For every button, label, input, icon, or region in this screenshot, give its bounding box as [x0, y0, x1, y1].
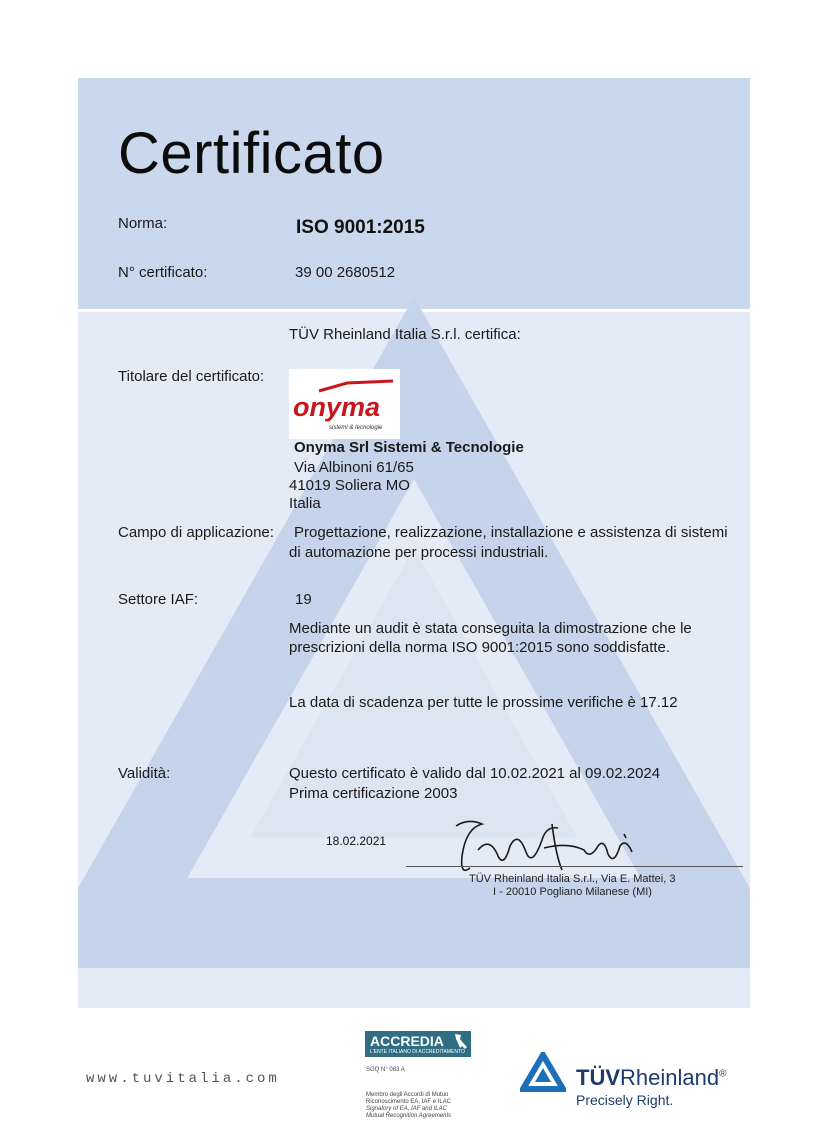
accredia-note-1: Membro degli Accordi di Mutuo — [366, 1092, 449, 1098]
issuer-statement: TÜV Rheinland Italia S.r.l. certifica: — [289, 326, 521, 343]
signatory-address-line-1: TÜV Rheinland Italia S.r.l., Via E. Mattei, 3 — [469, 873, 676, 885]
audit-statement-line-2: prescrizioni della norma ISO 9001:2015 sono soddisfatte. — [289, 639, 671, 656]
tuv-brand-rest: Rheinland — [620, 1065, 720, 1090]
website-url: www.tuvitalia.com — [86, 1071, 280, 1087]
holder-address-country: Italia — [289, 495, 321, 512]
first-certification: Prima certificazione 2003 — [289, 785, 458, 802]
accredia-subtitle: L'ENTE ITALIANO DI ACCREDITAMENTO — [370, 1049, 465, 1055]
signature-line — [406, 866, 743, 867]
accredia-note-3: Signatory of EA, IAF and ILAC — [366, 1106, 447, 1112]
tuv-rheinland-brand — [576, 1065, 726, 1091]
audit-statement-line-1: Mediante un audit è stata conseguita la dimostrazione che le — [289, 620, 692, 637]
certificate-title: Certificato — [118, 121, 385, 186]
svg-text:onyma: onyma — [293, 392, 381, 422]
svg-text:sistemi & tecnologie: sistemi & tecnologie — [329, 425, 383, 431]
holder-address-street: Via Albinoni 61/65 — [294, 459, 414, 476]
tuv-triangle-logo-icon — [520, 1052, 566, 1092]
signatory-address-line-2: I - 20010 Pogliano Milanese (MI) — [493, 886, 652, 898]
accredia-name: ACCREDIA — [370, 1033, 444, 1049]
expiry-note: La data di scadenza per tutte le prossime verifiche è 17.12 — [289, 694, 678, 711]
iaf-sector-label: Settore IAF: — [118, 591, 199, 608]
validity-period: Questo certificato è valido dal 10.02.2021 al 09.02.2024 — [289, 765, 661, 782]
holder-name: Onyma Srl Sistemi & Tecnologie — [294, 439, 524, 456]
iaf-sector-value: 19 — [295, 591, 312, 608]
norm-value: ISO 9001:2015 — [296, 217, 425, 238]
validity-label: Validità: — [118, 765, 171, 782]
accredia-note-4: Mutual Recognition Agreements — [366, 1113, 452, 1119]
tuv-brand-bold: TÜV — [576, 1065, 620, 1090]
holder-address-city: 41019 Soliera MO — [289, 477, 410, 494]
accredia-sgq-number: SGQ N° 083 A — [366, 1067, 405, 1073]
certificate-number-label: N° certificato: — [118, 264, 208, 281]
norm-label: Norma: — [118, 215, 168, 232]
scope-line-1: Progettazione, realizzazione, installazione e assistenza di sistemi — [294, 524, 728, 541]
certificate-document — [78, 78, 750, 1008]
scope-label: Campo di applicazione: — [118, 524, 274, 541]
onyma-logo — [289, 369, 400, 439]
accredia-note-2: Riconoscimento EA, IAF e ILAC — [366, 1099, 452, 1105]
italy-map-icon — [452, 1033, 468, 1055]
registered-mark: ® — [719, 1068, 727, 1080]
issue-date: 18.02.2021 — [326, 834, 387, 848]
scope-line-2: di automazione per processi industriali. — [289, 544, 549, 561]
tuv-slogan: Precisely Right. — [576, 1092, 674, 1108]
onyma-logo-graphic — [289, 369, 400, 439]
certificate-number-value: 39 00 2680512 — [295, 264, 396, 281]
holder-label: Titolare del certificato: — [118, 368, 265, 385]
